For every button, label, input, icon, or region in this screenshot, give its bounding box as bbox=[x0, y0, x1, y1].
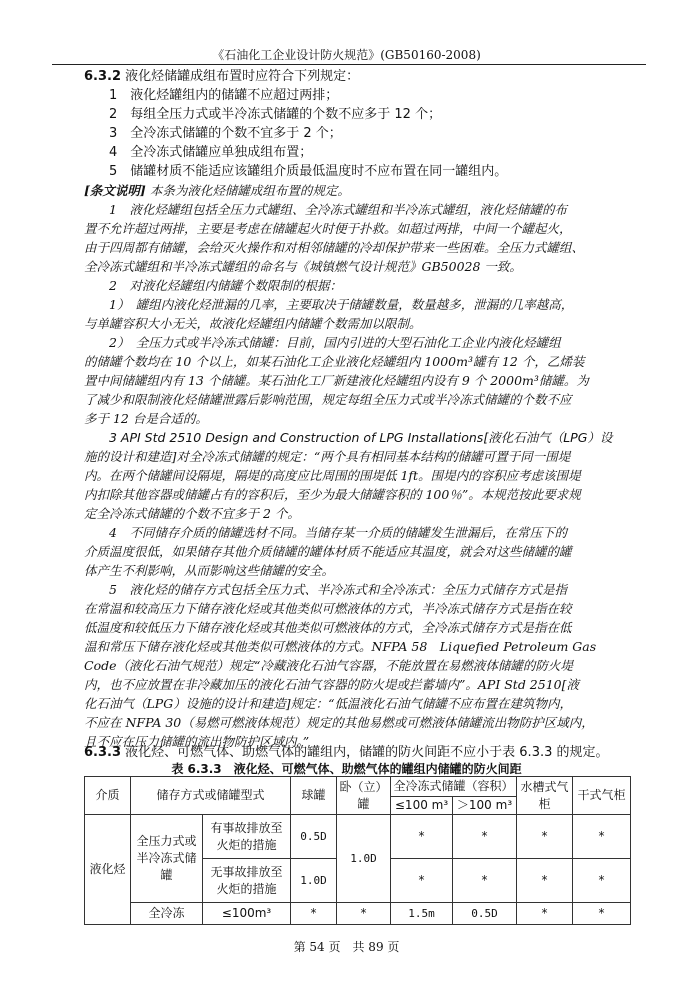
cell-horizontal: 1.0D bbox=[337, 815, 391, 903]
explanation-line: 置不允许超过两排，主要是考虑在储罐起火时便于扑救。如超过两排，中间一个罐起火， bbox=[84, 221, 572, 236]
cell-star: * bbox=[291, 903, 337, 925]
explanation-line: 内，也不应放置在非冷藏加压的液化石油气容器的防火堤或拦蓄墙内”。API Std 2510[液 bbox=[84, 677, 579, 692]
cell-sphere: 0.5D bbox=[291, 815, 337, 859]
cell-star: * bbox=[453, 815, 517, 859]
explanation-intro bbox=[84, 181, 350, 200]
explanation-line: 本条为液化烃储罐成组布置的规定。 bbox=[149, 183, 350, 198]
explanation-line: 5 液化烃的储存方式包括全压力式、半冷冻式和全冷冻式：全压力式储存方式是指 bbox=[109, 582, 567, 597]
page-footer: 第 54 页 共 89 页 bbox=[293, 940, 400, 954]
clause-632-item-3: 3 全冷冻式储罐的个数不宜多于 2 个； bbox=[109, 126, 342, 141]
explanation-line: 施的设计和建造]对全冷冻式储罐的规定：“两个具有相同基本结构的储罐可置于同一围堤 bbox=[84, 449, 571, 464]
explanation-line: 且不应在压力储罐的流出物防护区域内。” bbox=[84, 734, 310, 749]
explanation-line: 与单罐容积大小无关，故液化烃罐组内储罐个数需加以限制。 bbox=[84, 316, 422, 331]
table-header-row bbox=[85, 777, 631, 797]
explanation-line: 介质温度很低，如果储存其他介质储罐的罐体材质不能适应其温度，就会对这些储罐的罐 bbox=[84, 544, 572, 559]
header-vertical-horizontal: 卧（立）罐 bbox=[337, 777, 391, 815]
explanation-line: 全冷冻式罐组和半冷冻式罐组的命名与《城镇燃气设计规范》GB50028 一致。 bbox=[84, 259, 522, 274]
explanation-line: 3 API Std 2510 Design and Construction of LPG Installations[液化石油气（LPG）设 bbox=[109, 430, 613, 445]
cell-group: 全压力式或半冷冻式储罐 bbox=[131, 815, 203, 903]
cell-type: 有事故排放至火炬的措施 bbox=[203, 815, 291, 859]
clause-632-item-5: 5 储罐材质不能适应该罐组介质最低温度时不应布置在同一罐组内。 bbox=[109, 164, 508, 179]
cell-full-volume: ≤100m³ bbox=[203, 903, 291, 925]
explanation-line: 在常温和较高压力下储存液化烃或其他类似可燃液体的方式，半冷冻式储存方式是指在较 bbox=[84, 601, 572, 616]
explanation-line: 1） 罐组内液化烃泄漏的几率，主要取决于储罐数量，数量越多，泄漏的几率越高， bbox=[109, 297, 574, 312]
clause-632-item-1: 1 液化烃罐组内的储罐不应超过两排； bbox=[109, 88, 339, 103]
cell-medium: 液化烃 bbox=[85, 815, 131, 925]
cell-star: * bbox=[517, 859, 573, 903]
explanation-line: 多于 12 台是合适的。 bbox=[84, 411, 208, 426]
header-medium: 介质 bbox=[85, 777, 131, 815]
header-le100: ≤100 m³ bbox=[391, 797, 453, 815]
cell-star: * bbox=[337, 903, 391, 925]
cell-star: * bbox=[517, 815, 573, 859]
header-full-refrigerated: 全冷冻式储罐（容积） bbox=[391, 777, 517, 797]
header-gt100: ＞100 m³ bbox=[453, 797, 517, 815]
cell-star: * bbox=[391, 815, 453, 859]
explanation-line: 的储罐个数均在 10 个以上，如某石油化工企业液化烃罐组内 1000m³罐有 12 个，乙烯装 bbox=[84, 354, 585, 369]
explanation-line: 温和常压下储存液化烃或其他类似可燃液体的方式。NFPA 58 Liquefied Petroleum Gas bbox=[84, 639, 597, 654]
cell-type: 无事故排放至火炬的措施 bbox=[203, 859, 291, 903]
cell-star: * bbox=[391, 859, 453, 903]
header-rule bbox=[52, 64, 646, 65]
explanation-line: 内扣除其他容器或储罐占有的容积后，至少为最大储罐容积的 100％”。本规范按此要求规 bbox=[84, 487, 581, 502]
header-sphere: 球罐 bbox=[291, 777, 337, 815]
explanation-line: 2 对液化烃罐组内储罐个数限制的根据： bbox=[109, 278, 342, 293]
explanation-line: 1 液化烃罐组包括全压力式罐组、全冷冻式罐组和半冷冻式罐组，液化烃储罐的布 bbox=[109, 202, 567, 217]
explanation-line: 2） 全压力式或半冷冻式储罐：目前，国内引进的大型石油化工企业内液化烃罐组 bbox=[109, 335, 561, 350]
explanation-line: 置中间储罐组内有 13 个储罐。某石油化工厂新建液化烃罐组内设有 9 个 2000m³储罐。为 bbox=[84, 373, 589, 388]
table-row bbox=[85, 815, 631, 859]
clause-633-text: 液化烃、可燃气体、助燃气体的罐组内，储罐的防火间距不应小于表 6.3.3 的规定。 bbox=[125, 745, 609, 760]
cell-star: * bbox=[573, 903, 631, 925]
header-storage-type: 储存方式或储罐型式 bbox=[131, 777, 291, 815]
explanation-line: 由于四周都有储罐，会给灭火操作和对相邻储罐的冷却保护带来一些困难。全压力式罐组、 bbox=[84, 240, 585, 255]
explanation-label: [条文说明] bbox=[84, 183, 146, 198]
explanation-line: 不应在 NFPA 30（易燃可燃液体规范）规定的其他易燃或可燃液体储罐流出物防护区域内， bbox=[84, 715, 594, 730]
explanation-line: 定全冷冻式储罐的个数不宜多于 2 个。 bbox=[84, 506, 300, 521]
clause-632-item-4: 4 全冷冻式储罐应单独成组布置； bbox=[109, 145, 313, 160]
header-water-tank: 水槽式气柜 bbox=[517, 777, 573, 815]
table-row bbox=[85, 903, 631, 925]
cell-star: * bbox=[517, 903, 573, 925]
cell-star: * bbox=[453, 859, 517, 903]
cell-full-name: 全冷冻 bbox=[131, 903, 203, 925]
explanation-line: Code（液化石油气规范）规定“冷藏液化石油气容器，不能放置在易燃液体储罐的防火堤 bbox=[84, 658, 573, 673]
cell-star: * bbox=[573, 859, 631, 903]
explanation-line: 低温度和较低压力下储存液化烃或其他类似可燃液体的方式，全冷冻式储存方式是指在低 bbox=[84, 620, 572, 635]
clause-633-number: 6.3.3 bbox=[84, 745, 122, 760]
cell-star: * bbox=[573, 815, 631, 859]
cell-full-le100: 1.5m bbox=[391, 903, 453, 925]
clause-632-item-2: 2 每组全压力式或半冷冻式储罐的个数不应多于 12 个； bbox=[109, 107, 442, 122]
explanation-line: 4 不同储存介质的储罐选材不同。当储存某一介质的储罐发生泄漏后，在常压下的 bbox=[109, 525, 567, 540]
explanation-line: 化石油气（LPG）设施的设计和建造]规定：“低温液化石油气储罐不应布置在建筑物内， bbox=[84, 696, 572, 711]
clause-632-number: 6.3.2 bbox=[84, 69, 122, 84]
clause-632-title: 液化烃储罐成组布置时应符合下列规定： bbox=[125, 69, 360, 84]
header-dry-tank: 干式气柜 bbox=[573, 777, 631, 815]
explanation-line: 内。在两个储罐间设隔堤，隔堤的高度应比周围的围堤低 1ft。围堤内的容积应考虑该围堤 bbox=[84, 468, 581, 483]
table-caption: 表 6.3.3 液化烃、可燃气体、助燃气体的罐组内储罐的防火间距 bbox=[171, 762, 522, 776]
cell-full-gt100: 0.5D bbox=[453, 903, 517, 925]
explanation-line: 体产生不利影响，从而影响这些储罐的安全。 bbox=[84, 563, 335, 578]
clause-632-heading bbox=[84, 67, 359, 86]
fire-distance-table bbox=[84, 776, 631, 925]
explanation-line: 了减少和限制液化烃储罐泄露后影响范围，规定每组全压力式或半冷冻式储罐的个数不应 bbox=[84, 392, 572, 407]
cell-sphere: 1.0D bbox=[291, 859, 337, 903]
page-header: 《石油化工企业设计防火规范》(GB50160-2008) bbox=[212, 48, 481, 62]
